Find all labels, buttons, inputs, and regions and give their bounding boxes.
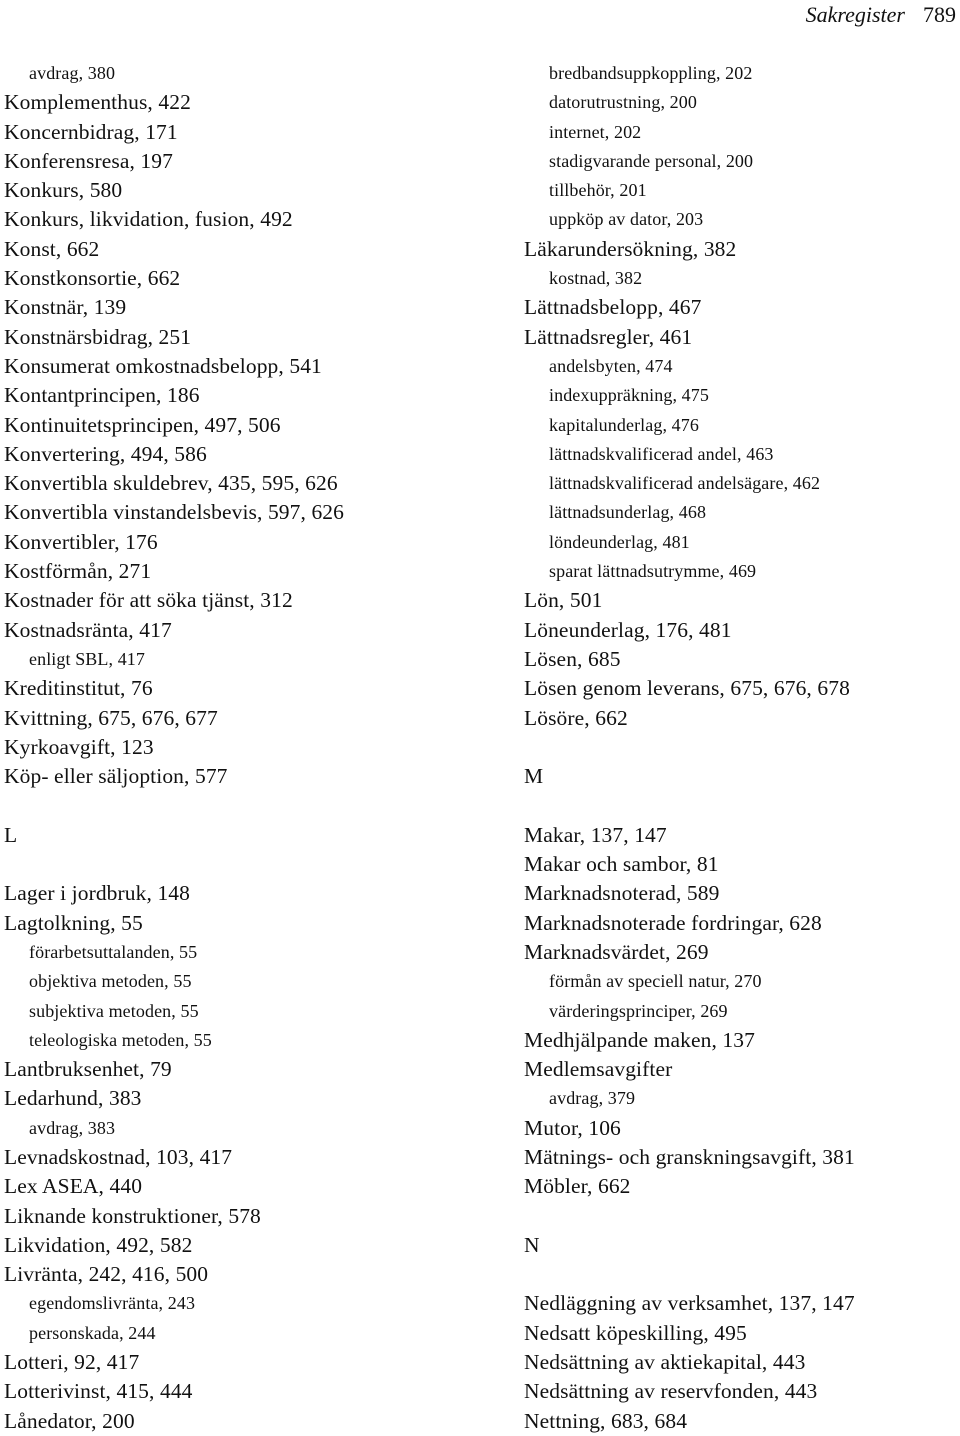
register-title: Sakregister [805,2,905,27]
section-spacer [4,850,504,879]
index-entry: Lösen, 685 [524,646,621,671]
index-subentry: avdrag, 383 [29,1117,116,1138]
index-subentry: indexuppräkning, 475 [549,385,709,406]
index-entry: Marknadsvärdet, 269 [524,939,709,964]
index-subentry: egendomslivränta, 243 [29,1293,196,1314]
index-entry: Mätnings- och granskningsavgift, 381 [524,1144,855,1169]
index-entry: Makar, 137, 147 [524,822,667,847]
index-subentry: värderingsprinciper, 269 [549,1000,728,1021]
section-spacer [524,733,956,762]
page-number: 789 [923,2,956,27]
index-entry: Lösöre, 662 [524,705,628,730]
index-entry: Kontinuitetsprincipen, 497, 506 [4,412,281,437]
index-subentry: lättnadskvalificerad andelsägare, 462 [549,473,821,494]
index-entry: Konvertering, 494, 586 [4,441,207,466]
index-subentry: teleologiska metoden, 55 [29,1029,212,1050]
index-entry: Koncernbidrag, 171 [4,119,178,144]
index-entry: Konkurs, 580 [4,178,123,203]
index-entry: Ledarhund, 383 [4,1086,142,1111]
index-subentry: avdrag, 379 [549,1088,636,1109]
index-subentry: enligt SBL, 417 [29,648,146,669]
index-entry: Nedsättning av reservfonden, 443 [524,1379,818,1404]
index-entry: Konstkonsortie, 662 [4,266,181,291]
index-entry: Konstnärsbidrag, 251 [4,324,192,349]
index-entry: Kvittning, 675, 676, 677 [4,705,218,730]
index-entry: Nedsättning av aktiekapital, 443 [524,1350,806,1375]
index-entry: Kontantprincipen, 186 [4,383,200,408]
index-subentry: bredbandsuppkoppling, 202 [549,63,753,83]
index-entry: Läkarundersökning, 382 [524,236,737,261]
index-subentry: löndeunderlag, 481 [549,531,690,552]
index-subentry: lättnadskvalificerad andel, 463 [549,443,774,464]
index-entry: Liknande konstruktioner, 578 [4,1203,261,1228]
running-head [806,0,956,30]
index-entry: Lånedator, 200 [4,1408,135,1433]
index-subentry: förarbetsuttalanden, 55 [29,941,198,962]
index-subentry: tillbehör, 201 [549,180,647,201]
index-subentry: kostnad, 382 [549,268,643,289]
index-entry: Livränta, 242, 416, 500 [4,1262,209,1287]
index-entry: Konst, 662 [4,236,100,261]
index-entry: Marknadsnoterad, 589 [524,881,720,906]
section-spacer [524,1202,956,1231]
index-entry: Lagtolkning, 55 [4,910,143,935]
index-subentry: subjektiva metoden, 55 [29,1000,199,1021]
section-letter-heading: M [524,764,544,789]
index-entry: Lager i jordbruk, 148 [4,881,190,906]
index-subentry: andelsbyten, 474 [549,355,673,376]
index-entry: Löneunderlag, 176, 481 [524,617,732,642]
index-entry: Komplementhus, 422 [4,90,191,115]
index-entry: Nedläggning av verksamhet, 137, 147 [524,1291,855,1316]
section-spacer [524,1260,956,1289]
index-subentry: objektiva metoden, 55 [29,971,192,992]
index-entry: Lättnadsregler, 461 [524,324,693,349]
index-entry: Konferensresa, 197 [4,148,173,173]
index-entry: Lön, 501 [524,588,603,613]
index-subentry: personskada, 244 [29,1322,156,1343]
index-entry: Konvertibla skuldebrev, 435, 595, 626 [4,471,338,496]
index-entry: Kreditinstitut, 76 [4,676,153,701]
section-letter-heading: L [4,822,18,847]
index-entry: Köp- eller säljoption, 577 [4,764,228,789]
index-subentry: uppköp av dator, 203 [549,209,704,230]
index-entry: Konkurs, likvidation, fusion, 492 [4,207,293,232]
index-subentry: sparat lättnadsutrymme, 469 [549,561,757,582]
index-subentry: stadigvarande personal, 200 [549,150,754,171]
index-entry: Lantbruksenhet, 79 [4,1057,172,1082]
index-entry: Konstnär, 139 [4,295,127,320]
index-entry: Kostnader för att söka tjänst, 312 [4,588,293,613]
index-entry: Makar och sambor, 81 [524,852,719,877]
index-entry: Kostnadsränta, 417 [4,617,172,642]
index-subentry: kapitalunderlag, 476 [549,414,699,435]
index-entry: Lex ASEA, 440 [4,1174,143,1199]
index-subentry: förmån av speciell natur, 270 [549,971,762,992]
index-entry: Medlemsavgifter [524,1057,673,1082]
index-entry: Möbler, 662 [524,1174,631,1199]
index-subentry: datorutrustning, 200 [549,92,697,113]
index-entry: Kostförmån, 271 [4,559,152,584]
index-entry: Konvertibla vinstandelsbevis, 597, 626 [4,500,344,525]
section-spacer [4,791,504,820]
section-spacer [524,791,956,820]
index-entry: Lättnadsbelopp, 467 [524,295,702,320]
index-entry: Medhjälpande maken, 137 [524,1027,755,1052]
index-subentry: avdrag, 380 [29,63,116,83]
index-entry: Kyrkoavgift, 123 [4,734,154,759]
index-entry: Lotteri, 92, 417 [4,1350,140,1375]
index-entry: Nedsatt köpeskilling, 495 [524,1320,747,1345]
index-entry: Nettning, 683, 684 [524,1408,688,1433]
index-entry: Konvertibler, 176 [4,529,158,554]
index-entry: Lösen genom leverans, 675, 676, 678 [524,676,850,701]
index-entry: Levnadskostnad, 103, 417 [4,1144,233,1169]
index-subentry: internet, 202 [549,121,642,142]
index-entry: Likvidation, 492, 582 [4,1232,193,1257]
index-entry: Marknadsnoterade fordringar, 628 [524,910,822,935]
index-column-right [524,59,956,1436]
section-letter-heading: N [524,1232,540,1257]
index-entry: Lotterivinst, 415, 444 [4,1379,193,1404]
index-entry: Mutor, 106 [524,1115,621,1140]
index-entry: Konsumerat omkostnadsbelopp, 541 [4,353,322,378]
index-column-left [4,59,504,1436]
index-subentry: lättnadsunderlag, 468 [549,502,707,523]
